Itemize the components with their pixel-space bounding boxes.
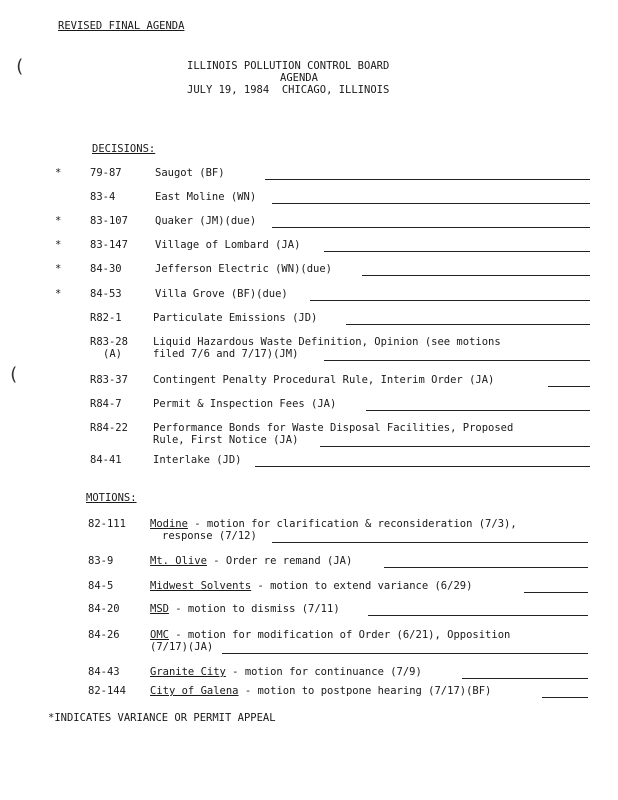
board-title: ILLINOIS POLLUTION CONTROL BOARD [187,60,390,72]
fill-line [265,179,590,180]
docket-number: 82-144 [88,685,126,697]
fill-line [542,697,588,698]
docket-number: 84-26 [88,629,120,641]
fill-line [524,592,588,593]
docket-number: R84-7 [90,398,122,410]
party-name: Midwest Solvents [150,580,252,592]
party-name: City of Galena [150,685,239,697]
fill-line [272,227,590,228]
appeal-star: * [55,288,62,300]
fill-line [320,446,590,447]
docket-number: 84-5 [88,580,114,592]
fill-line [324,251,590,252]
docket-number: R82-1 [90,312,122,324]
decision-title: Quaker (JM)(due) [155,215,257,227]
fill-line [346,324,590,325]
fill-line [324,360,590,361]
docket-number: 83-9 [88,555,114,567]
fill-line [384,567,588,568]
decision-title-cont: Rule, First Notice (JA) [153,434,299,446]
docket-number: R83-28 [90,336,128,348]
margin-mark: ( [14,56,25,77]
docket-number: 84-53 [90,288,122,300]
fill-line [462,678,588,679]
docket-number: 83-4 [90,191,116,203]
appeal-star: * [55,239,62,251]
party-name: Modine [150,518,188,530]
decision-title: Saugot (BF) [155,167,225,179]
party-name: Mt. Olive [150,555,207,567]
decision-title: Particulate Emissions (JD) [153,312,318,324]
fill-line [272,542,588,543]
party-name: OMC [150,629,169,641]
motion-text: - motion to postpone hearing (7/17)(BF) [238,685,492,697]
appeal-star: * [55,215,62,227]
motion-text: - motion for modification of Order (6/21), Opposition [168,629,511,641]
party-name: Granite City [150,666,226,678]
motion-text: - motion for continuance (7/9) [225,666,422,678]
fill-line [368,615,588,616]
motion-text-cont: (7/17)(JA) [150,641,214,653]
fill-line [362,275,590,276]
fill-line [366,410,590,411]
appeal-star: * [55,167,62,179]
docket-number: 84-20 [88,603,120,615]
party-name: MSD [150,603,169,615]
motion-text-cont: response (7/12) [162,530,257,542]
docket-number: R83-37 [90,374,128,386]
docket-number: 79-87 [90,167,122,179]
docket-suffix: (A) [103,348,122,360]
docket-number: R84-22 [90,422,128,434]
fill-line [310,300,590,301]
motion-text: - motion for clarification & reconsideration (7/3), [187,518,517,530]
decisions-heading: DECISIONS: [92,143,156,155]
margin-mark: ( [8,364,19,385]
fill-line [548,386,590,387]
decision-title: Contingent Penalty Procedural Rule, Interim Order (JA) [153,374,495,386]
motions-heading: MOTIONS: [86,492,137,504]
docket-number: 83-147 [90,239,128,251]
meeting-date-place: JULY 19, 1984 CHICAGO, ILLINOIS [187,84,390,96]
decision-title: Village of Lombard (JA) [155,239,301,251]
fill-line [255,466,590,467]
decision-title-cont: filed 7/6 and 7/17)(JM) [153,348,299,360]
decision-title: East Moline (WN) [155,191,257,203]
decision-title: Performance Bonds for Waste Disposal Facilities, Proposed [153,422,514,434]
appeal-star: * [55,263,62,275]
footnote: *INDICATES VARIANCE OR PERMIT APPEAL [48,712,276,724]
decision-title: Villa Grove (BF)(due) [155,288,288,300]
motion-text: - motion to dismiss (7/11) [168,603,340,615]
motion-text: - motion to extend variance (6/29) [251,580,473,592]
revised-agenda-label: REVISED FINAL AGENDA [58,20,185,32]
decision-title: Interlake (JD) [153,454,242,466]
agenda-title: AGENDA [280,72,318,84]
decision-title: Liquid Hazardous Waste Definition, Opinion (see motions [153,336,501,348]
docket-number: 84-30 [90,263,122,275]
decision-title: Permit & Inspection Fees (JA) [153,398,337,410]
docket-number: 84-43 [88,666,120,678]
docket-number: 84-41 [90,454,122,466]
docket-number: 82-111 [88,518,126,530]
fill-line [222,653,588,654]
decision-title: Jefferson Electric (WN)(due) [155,263,333,275]
docket-number: 83-107 [90,215,128,227]
fill-line [272,203,590,204]
motion-text: - Order re remand (JA) [206,555,353,567]
